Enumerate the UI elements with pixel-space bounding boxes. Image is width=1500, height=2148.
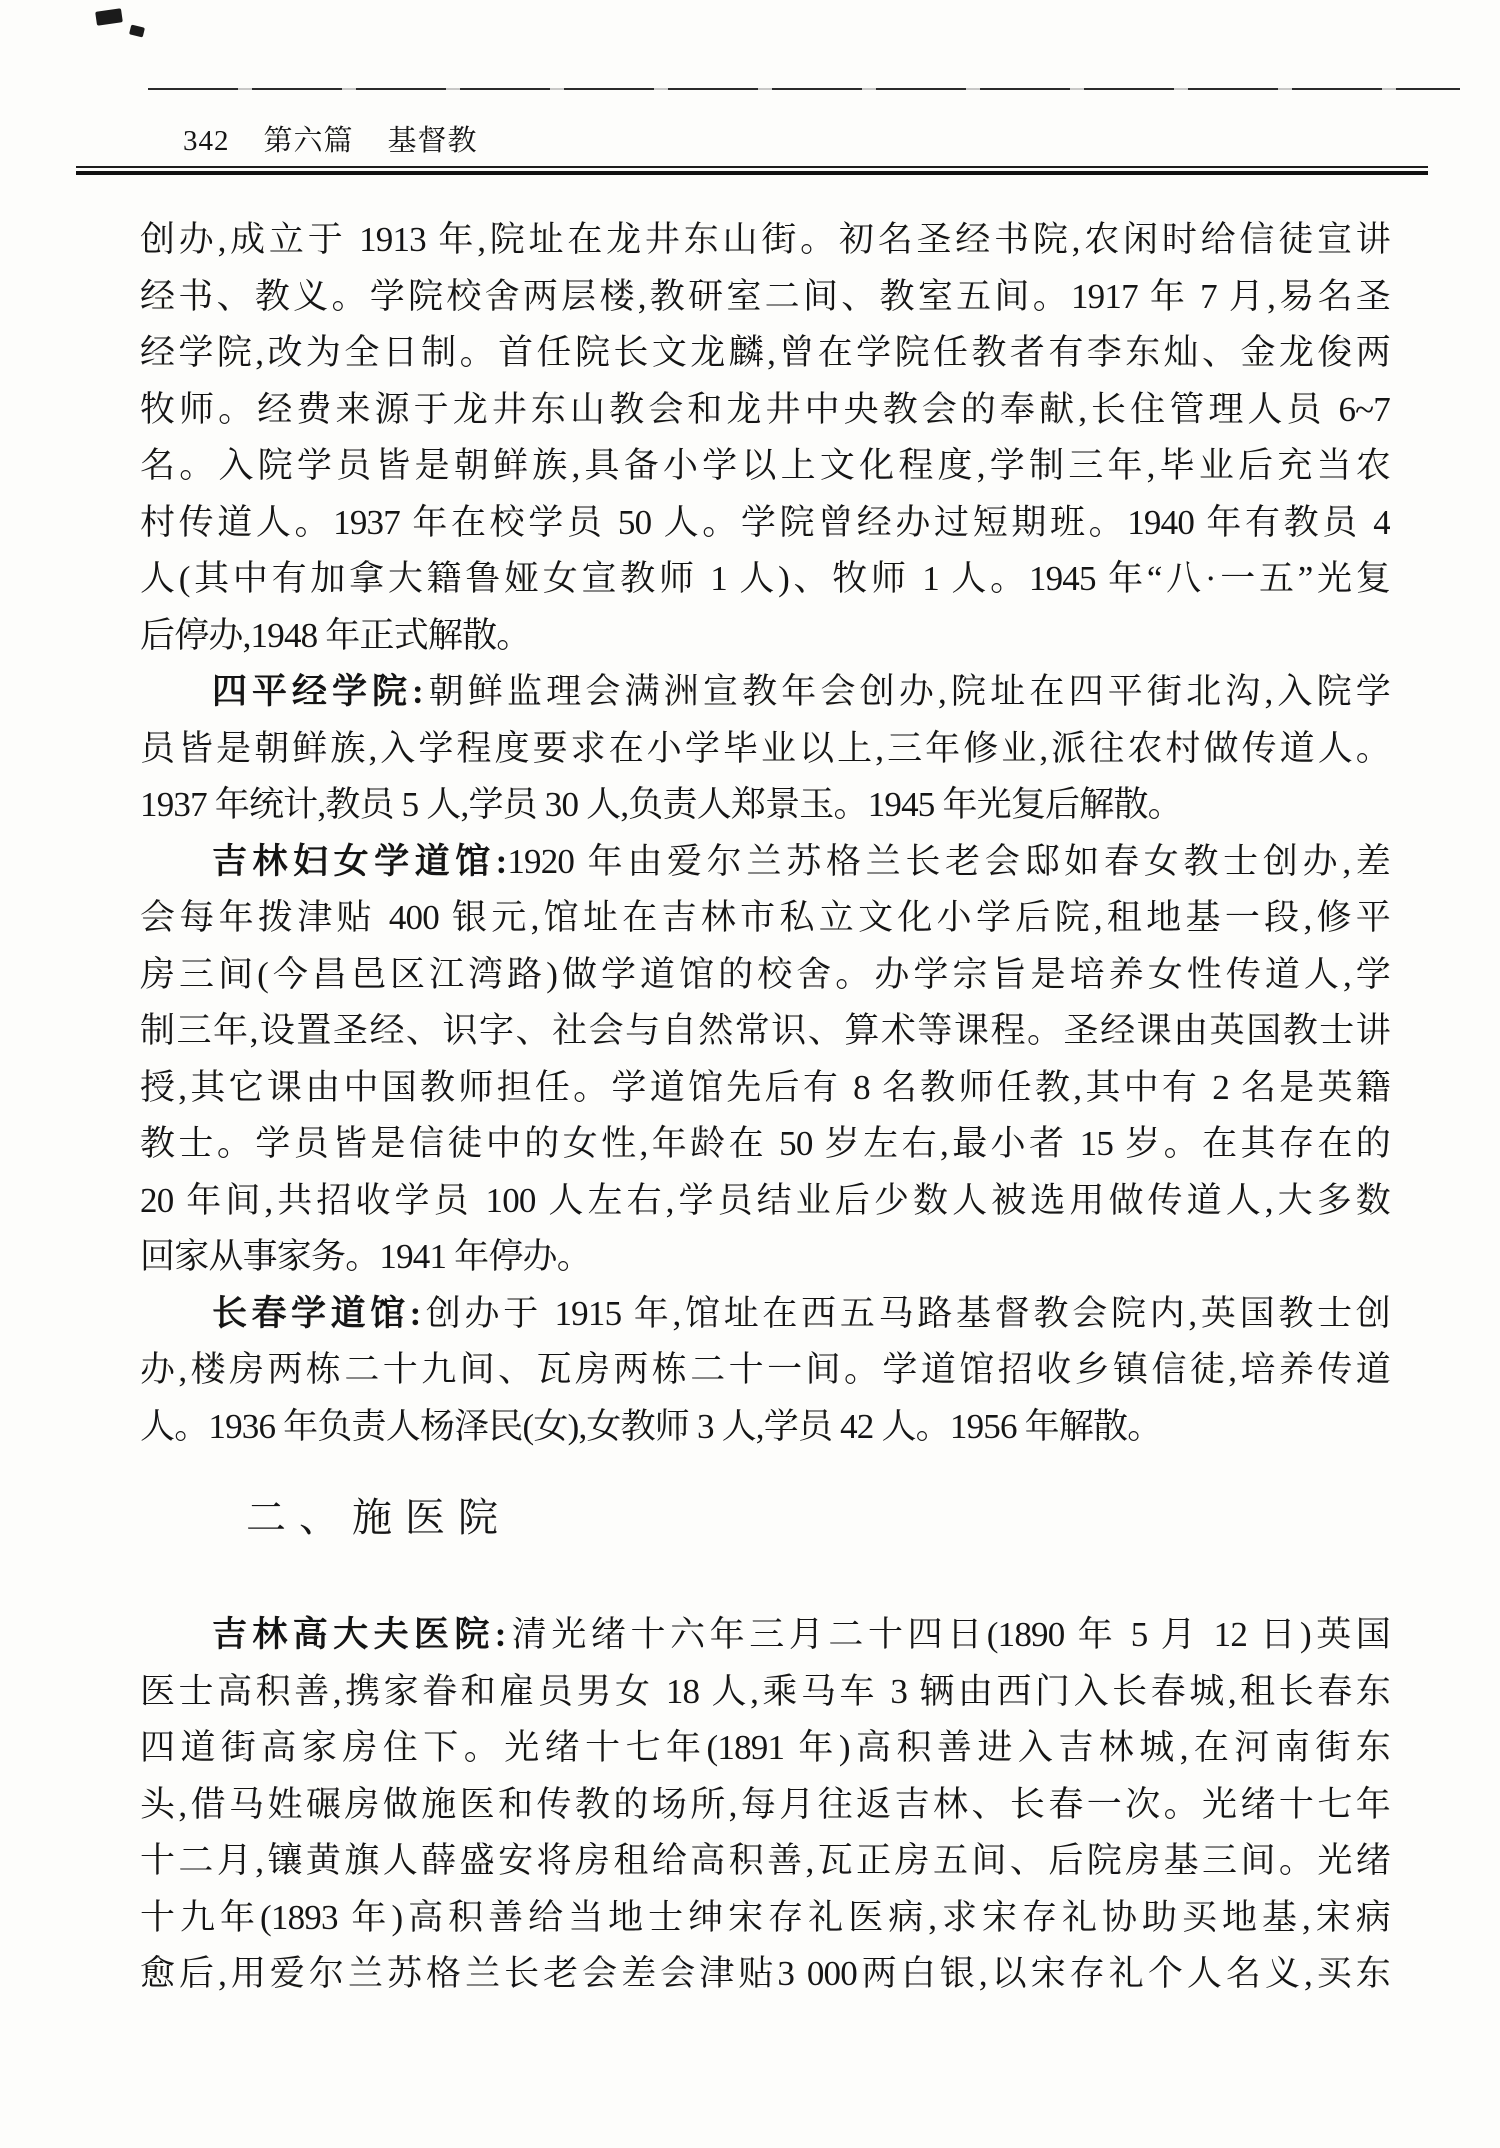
text-line: 长春学道馆:创办于 1915 年,馆址在西五马路基督教会院内,英国教士创 <box>212 1293 1390 1333</box>
paragraph-block-1 <box>140 212 1390 1455</box>
section-heading: 二、施医院 <box>246 1495 511 1540</box>
text-line: 名。入院学员皆是朝鲜族,具备小学以上文化程度,学制三年,毕业后充当农 <box>140 446 1390 485</box>
header-rule-thick <box>76 171 1428 175</box>
text-line: 牧师。经费来源于龙井东山教会和龙井中央教会的奉献,长住管理人员 6~7 <box>140 389 1390 429</box>
scan-artifact-line <box>148 88 1460 90</box>
entry-title: 吉林高大夫医院: <box>212 1615 507 1654</box>
text-line: 授,其它课由中国教师担任。学道馆先后有 8 名教师任教,其中有 2 名是英籍 <box>140 1067 1390 1107</box>
part-label: 第六篇 <box>263 125 354 157</box>
text-line: 人(其中有加拿大籍鲁娅女宣教师 1 人)、牧师 1 人。1945 年“八·一五”光复 <box>140 559 1390 598</box>
text-line: 回家从事家务。1941 年停办。 <box>140 1237 591 1276</box>
paragraph-block-2 <box>140 1607 1390 2003</box>
page-number: 342 <box>183 125 230 157</box>
text-line: 医士高积善,携家眷和雇员男女 18 人,乘马车 3 辆由西门入长春城,租长春东 <box>140 1671 1390 1711</box>
text-line: 四道街高家房住下。光绪十七年(1891 年)高积善进入吉林城,在河南街东 <box>140 1728 1390 1767</box>
header-rule-thin <box>76 166 1428 168</box>
entry-title: 长春学道馆: <box>212 1293 422 1333</box>
text-line: 20 年间,共招收学员 100 人左右,学员结业后少数人被选用做传道人,大多数 <box>140 1180 1390 1220</box>
text-line: 后停办,1948 年正式解散。 <box>140 615 531 655</box>
text-line: 四平经学院:朝鲜监理会满洲宣教年会创办,院址在四平街北沟,入院学 <box>212 672 1390 711</box>
text-line: 村传道人。1937 年在校学员 50 人。学院曾经办过短期班。1940 年有教员 4 <box>140 502 1390 542</box>
text-line: 吉林高大夫医院:清光绪十六年三月二十四日(1890 年 5 月 12 日)英国 <box>212 1615 1390 1654</box>
text-line: 教士。学员皆是信徒中的女性,年龄在 50 岁左右,最小者 15 岁。在其存在的 <box>140 1124 1390 1163</box>
text-line: 十二月,镶黄旗人薛盛安将房租给高积善,瓦正房五间、后院房基三间。光绪 <box>140 1841 1390 1880</box>
text-line: 愈后,用爱尔兰苏格兰长老会差会津贴3 000两白银,以宋存礼个人名义,买东 <box>140 1954 1390 1993</box>
text-line: 人。1936 年负责人杨泽民(女),女教师 3 人,学员 42 人。1956 年解散。 <box>140 1406 1162 1446</box>
text-line: 吉林妇女学道馆:1920 年由爱尔兰苏格兰长老会邸如春女教士创办,差 <box>212 841 1390 881</box>
text-line: 十九年(1893 年)高积善给当地士绅宋存礼医病,求宋存礼协助买地基,宋病 <box>140 1897 1390 1937</box>
book-title: 基督教 <box>387 125 478 157</box>
text-line: 员皆是朝鲜族,入学程度要求在小学毕业以上,三年修业,派往农村做传道人。 <box>140 728 1390 768</box>
text-line: 创办,成立于 1913 年,院址在龙井东山街。初名圣经书院,农闲时给信徒宣讲 <box>140 220 1390 259</box>
scan-speck <box>95 8 123 25</box>
body-text <box>140 212 1390 2003</box>
text-line: 会每年拨津贴 400 银元,馆址在吉林市私立文化小学后院,租地基一段,修平 <box>140 898 1390 937</box>
entry-title: 四平经学院: <box>212 672 424 711</box>
text-line: 房三间(今昌邑区江湾路)做学道馆的校舍。办学宗旨是培养女性传道人,学 <box>140 954 1390 994</box>
entry-title: 吉林妇女学道馆: <box>212 841 508 881</box>
text-line: 经学院,改为全日制。首任院长文龙麟,曾在学院任教者有李东灿、金龙俊两 <box>140 333 1390 372</box>
text-line: 1937 年统计,教员 5 人,学员 30 人,负责人郑景玉。1945 年光复后解散。 <box>140 785 1182 824</box>
text-line: 办,楼房两栋二十九间、瓦房两栋二十一间。学道馆招收乡镇信徒,培养传道 <box>140 1350 1390 1389</box>
text-line: 经书、教义。学院校舍两层楼,教研室二间、教室五间。1917 年 7 月,易名圣 <box>140 276 1390 316</box>
running-header <box>183 124 478 158</box>
text-line: 头,借马姓碾房做施医和传教的场所,每月往返吉林、长春一次。光绪十七年 <box>140 1784 1390 1824</box>
scan-speck <box>129 24 145 37</box>
text-line: 制三年,设置圣经、识字、社会与自然常识、算术等课程。圣经课由英国教士讲 <box>140 1011 1390 1050</box>
